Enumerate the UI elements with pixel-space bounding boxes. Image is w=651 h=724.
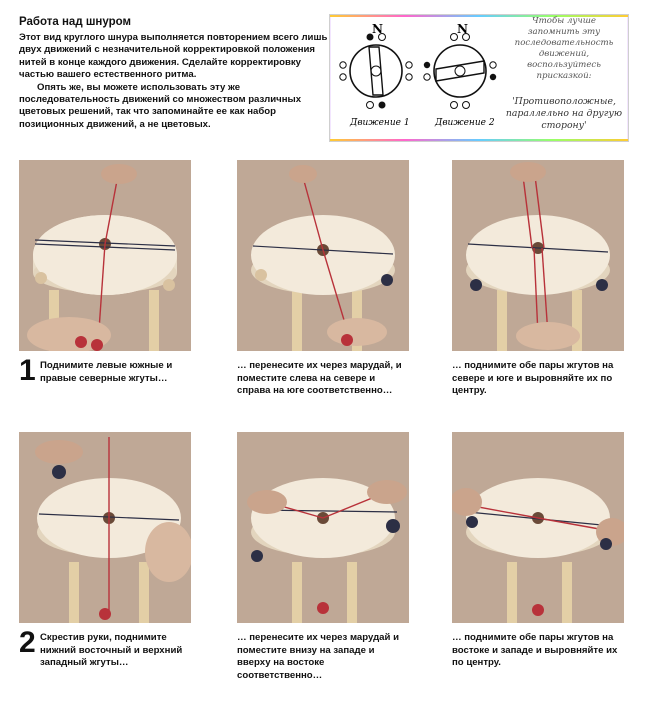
mnemonic-phrase: 'Противоположные, параллельно на другую сторону' [505,96,623,131]
step-1-photo-c [452,160,624,351]
movement-2-caption: Движение 2 [435,118,495,128]
mnemonic-hint: Чтобы лучше запомнить эту последовательность движений, воспользуйтесь присказкой: [514,16,614,81]
movement-1-north: N [372,22,383,36]
movement-1-caption: Движение 1 [350,118,410,128]
step-1-caption-a: Поднимите левые южные и правые северные жгуты… [40,360,173,384]
step-1-caption-c: … поднимите обе пары жгутов на севере и юге и выровняйте их по центру. [452,360,614,396]
step-1-number: 1 [19,354,36,387]
page-title: Работа над шнуром [19,16,131,28]
step-1-photo-a [19,160,191,351]
intro-text [19,32,331,131]
step-2-number: 2 [19,626,36,659]
step-2-photo-c [452,432,624,623]
step-2-photo-b [237,432,409,623]
step-2-photo-a [19,432,191,623]
movement-2-diagram [424,34,496,109]
mnemonic-note [505,16,623,132]
step-2-caption-a: Скрестив руки, поднимите нижний восточный и верхний западный жгуты… [40,632,183,668]
intro-paragraph-2: Опять же, вы можете использовать эту же последовательность движений со множеством различных цветовых решений, так что запоминайте ее как набор позиционных движений, а не цветовых. [19,81,302,130]
step-2-caption-c: … поднимите обе пары жгутов на востоке и западе и выровняйте их по центру. [452,632,618,668]
step-2-caption-b: … перенесите их через марудай и поместите внизу на западе и вверху на востоке соответственно… [237,632,399,681]
step-1-photo-b [237,160,409,351]
movement-1-diagram [340,34,412,109]
intro-paragraph-1: Этот вид круглого шнура выполняется повторением всего лишь двух движений с незначительной корректировкой положения нитей в конце каждого движения. Сделайте корректировку частью вашего естественного ритма. [19,32,328,81]
movement-2-north: N [457,22,468,36]
step-1-caption-b: … перенесите их через марудай, и поместите слева на севере и справа на юге соответственно… [237,360,402,396]
